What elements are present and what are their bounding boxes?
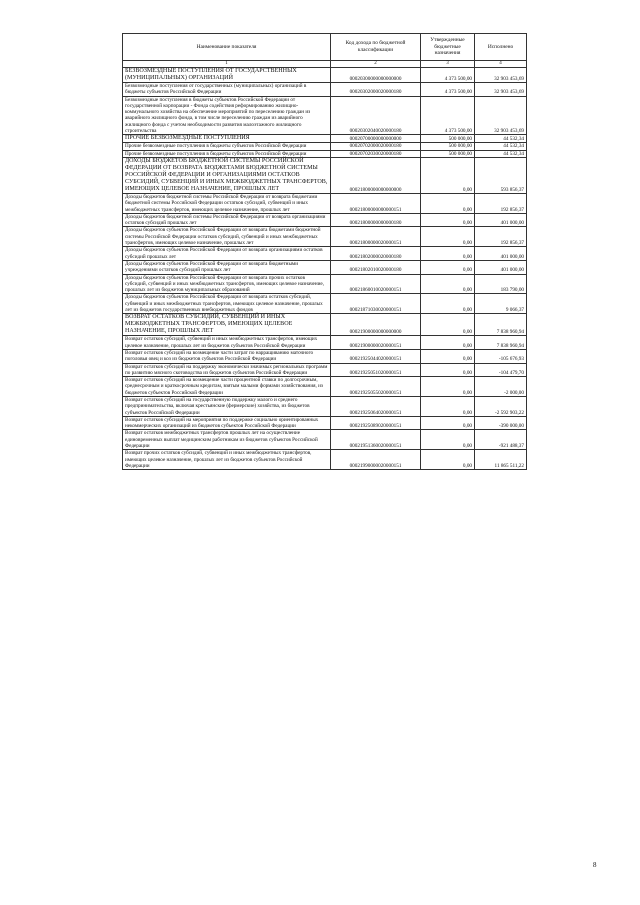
row-code: 00021800000000000151 [331, 193, 421, 213]
row-code: 00021802000020000180 [331, 247, 421, 261]
row-code: 00021802010020000180 [331, 260, 421, 274]
row-code: 00021925064020000151 [331, 396, 421, 416]
table-row [123, 416, 527, 430]
table-row [123, 349, 527, 363]
table-row [123, 193, 527, 213]
col-number: 4 [475, 61, 527, 68]
row-plan: 0,00 [421, 349, 475, 363]
row-code: 00021925051020000151 [331, 363, 421, 377]
table-row [123, 450, 527, 470]
row-exec: 593 856,37 [475, 157, 527, 193]
row-exec: -104 479,70 [475, 363, 527, 377]
table-row [123, 96, 527, 135]
row-code: 00020300000000000000 [331, 68, 421, 83]
row-name: Возврат остатков субсидий на государственную поддержку малого и среднего предпринимательства, включая крестьянские (фермерские) хозяйства, из бюджетов субъектов Российской Федерации [123, 396, 331, 416]
row-name: Возврат остатков субсидий на мероприятия по поддержке социально ориентированных некоммерческих организаций из бюджетов субъектов Российской Федерации [123, 416, 331, 430]
row-code: 00021900000000000000 [331, 314, 421, 336]
table-row [123, 363, 527, 377]
row-exec: -2 000,00 [475, 377, 527, 397]
row-exec: -921 488,37 [475, 430, 527, 450]
table-header-row [123, 34, 527, 61]
row-code: 00021900000020000151 [331, 336, 421, 350]
table-row [123, 157, 527, 193]
row-plan: 500 000,00 [421, 143, 475, 150]
row-plan: 0,00 [421, 227, 475, 247]
table-row [123, 396, 527, 416]
row-code: 00020302000020000180 [331, 83, 421, 97]
row-name: Доходы бюджетов субъектов Российской Федерации от возврата организациями остатков субсидий прошлых лет [123, 247, 331, 261]
header-code: Код дохода по бюджетной классификации [331, 34, 421, 61]
page-number: 8 [593, 861, 597, 869]
row-name: ПРОЧИЕ БЕЗВОЗМЕЗДНЫЕ ПОСТУПЛЕНИЯ [123, 135, 331, 143]
row-code: 00021800000020000151 [331, 227, 421, 247]
row-plan: 0,00 [421, 157, 475, 193]
col-number: 1 [123, 61, 331, 68]
row-name: Возврат остатков субсидий на возмещение части процентной ставки по долгосрочным, среднесрочным и краткосрочным кредитам, взятым малыми формами хозяйствования, из бюджетов субъектов Российской Федерации [123, 377, 331, 397]
row-plan: 0,00 [421, 363, 475, 377]
row-plan: 500 000,00 [421, 150, 475, 157]
revenue-table [122, 33, 527, 470]
row-name: Безвозмездные поступления в бюджеты субъектов Российской Федерации от государственной корпорации - Фонда содействия реформированию жилищно-коммунального хозяйства на обеспечение мероприятий по переселению граждан из аварийного жилищного фонда, в том числе переселению граждан из аварийного жилищного фонда с учетом необходимости развития малоэтажного жилищного строительства [123, 96, 331, 135]
row-code: 00020700000000000000 [331, 135, 421, 143]
table-row [123, 260, 527, 274]
table-row [123, 314, 527, 336]
row-code: 00021800000000000180 [331, 213, 421, 227]
row-plan: 0,00 [421, 260, 475, 274]
row-plan: 0,00 [421, 213, 475, 227]
col-number: 3 [421, 61, 475, 68]
row-plan: 0,00 [421, 274, 475, 294]
row-name: Возврат прочих остатков субсидий, субвенций и иных межбюджетных трансфертов, имеющих целевое назначение, прошлых лет из бюджетов субъектов Российской Федерации [123, 450, 331, 470]
row-name: Доходы бюджетов субъектов Российской Федерации от возврата бюджетными учреждениями остатков субсидий прошлых лет [123, 260, 331, 274]
row-code: 00021925055020000151 [331, 377, 421, 397]
row-name: Возврат остатков субсидий на поддержку экономически значимых региональных программ по развитию мясного скотоводства из бюджетов субъектов Российской Федерации [123, 363, 331, 377]
row-exec: 401 000,00 [475, 247, 527, 261]
row-exec: 9 066,37 [475, 294, 527, 314]
row-plan: 4 373 500,00 [421, 68, 475, 83]
row-code: 00020302040020000180 [331, 96, 421, 135]
row-code: 00020702000020000180 [331, 143, 421, 150]
table-row [123, 213, 527, 227]
row-exec: 192 856,37 [475, 227, 527, 247]
header-exec: Исполнено [475, 34, 527, 61]
table-row [123, 247, 527, 261]
row-plan: 0,00 [421, 193, 475, 213]
row-plan: 4 373 500,00 [421, 96, 475, 135]
row-exec: 183 790,00 [475, 274, 527, 294]
row-exec: 44 532,34 [475, 143, 527, 150]
row-name: Безвозмездные поступления от государственных (муниципальных) организаций в бюджеты субъектов Российской Федерации [123, 83, 331, 97]
row-exec: 32 903 453,69 [475, 83, 527, 97]
row-name: БЕЗВОЗМЕЗДНЫЕ ПОСТУПЛЕНИЯ ОТ ГОСУДАРСТВЕННЫХ (МУНИЦИПАЛЬНЫХ) ОРГАНИЗАЦИЙ [123, 68, 331, 83]
row-plan: 4 373 500,00 [421, 83, 475, 97]
row-name: Возврат остатков межбюджетных трансфертов прошлых лет на осуществление единовременных выплат медицинским работникам из бюджетов субъектов Российской Федерации [123, 430, 331, 450]
row-exec: 32 903 453,69 [475, 68, 527, 83]
row-exec: 401 000,00 [475, 213, 527, 227]
table-row [123, 274, 527, 294]
table-row [123, 227, 527, 247]
row-name: ВОЗВРАТ ОСТАТКОВ СУБСИДИЙ, СУБВЕНЦИЙ И ИНЫХ МЕЖБЮДЖЕТНЫХ ТРАНСФЕРТОВ, ИМЕЮЩИХ ЦЕЛЕВОЕ НАЗНАЧЕНИЕ, ПРОШЛЫХ ЛЕТ [123, 314, 331, 336]
row-name: Прочие безвозмездные поступления в бюджеты субъектов Российской Федерации [123, 150, 331, 157]
table-row [123, 336, 527, 350]
row-name: Доходы бюджетов субъектов Российской Федерации от возврата прочих остатков субсидий, субвенций и иных межбюджетных трансфертов, имеющих целевое назначение, прошлых лет из бюджетов муниципальных образований [123, 274, 331, 294]
row-plan: 500 000,00 [421, 135, 475, 143]
col-number: 2 [331, 61, 421, 68]
row-plan: 0,00 [421, 450, 475, 470]
row-plan: 0,00 [421, 396, 475, 416]
header-name: Наименование показателя [123, 34, 331, 61]
table-row [123, 150, 527, 157]
row-plan: 0,00 [421, 294, 475, 314]
row-name: Доходы бюджетов субъектов Российской Федерации от возврата бюджетами бюджетной системы Российской Федерации остатков субсидий, субвенций и иных межбюджетных трансфертов, имеющих целевое назначение, прошлых лет [123, 227, 331, 247]
row-code: 00021800000000000000 [331, 157, 421, 193]
row-exec: 44 532,34 [475, 135, 527, 143]
row-plan: 0,00 [421, 247, 475, 261]
table-row [123, 135, 527, 143]
column-number-row [123, 61, 527, 68]
row-code: 00021990000020000151 [331, 450, 421, 470]
row-name: Прочие безвозмездные поступления в бюджеты субъектов Российской Федерации [123, 143, 331, 150]
header-plan: Утвержденные бюджетные назначения [421, 34, 475, 61]
row-exec: 32 903 453,69 [475, 96, 527, 135]
row-name: Доходы бюджетов субъектов Российской Федерации от возврата остатков субсидий, субвенций и иных межбюджетных трансфертов, имеющих целевое назначение, прошлых лет из бюджетов государственных внебюджетных фондов [123, 294, 331, 314]
row-plan: 0,00 [421, 314, 475, 336]
row-code: 00021925089020000151 [331, 416, 421, 430]
table-row [123, 430, 527, 450]
row-code: 00020702030020000180 [331, 150, 421, 157]
row-code: 00021925044020000151 [331, 349, 421, 363]
row-exec: 401 000,00 [475, 260, 527, 274]
table-row [123, 68, 527, 83]
row-exec: -2 592 903,22 [475, 396, 527, 416]
row-name: Возврат остатков субсидий, субвенций и иных межбюджетных трансфертов, имеющих целевое назначение, прошлых лет из бюджетов субъектов Российской Федерации [123, 336, 331, 350]
row-exec: 7 838 960,94 [475, 314, 527, 336]
table-row [123, 377, 527, 397]
row-name: ДОХОДЫ БЮДЖЕТОВ БЮДЖЕТНОЙ СИСТЕМЫ РОССИЙСКОЙ ФЕДЕРАЦИИ ОТ ВОЗВРАТА БЮДЖЕТАМИ БЮДЖЕТНОЙ СИСТЕМЫ РОССИЙСКОЙ ФЕДЕРАЦИИ И ОРГАНИЗАЦИЯМИ ОСТАТКОВ СУБСИДИЙ, СУБВЕНЦИЙ И ИНЫХ МЕЖБЮДЖЕТНЫХ ТРАНСФЕРТОВ, ИМЕЮЩИХ ЦЕЛЕВОЕ НАЗНАЧЕНИЕ, ПРОШЛЫХ ЛЕТ [123, 157, 331, 193]
row-plan: 0,00 [421, 377, 475, 397]
row-exec: -390 000,00 [475, 416, 527, 430]
row-code: 00021871030020000151 [331, 294, 421, 314]
row-plan: 0,00 [421, 416, 475, 430]
row-code: 00021860010020000151 [331, 274, 421, 294]
row-code: 00021951360020000151 [331, 430, 421, 450]
table-row [123, 83, 527, 97]
row-exec: -105 676,93 [475, 349, 527, 363]
row-exec: 44 532,34 [475, 150, 527, 157]
row-name: Доходы бюджетов бюджетной системы Российской Федерации от возврата бюджетами бюджетной системы Российской Федерации остатков субсидий, субвенций и иных межбюджетных трансфертов, имеющих целевое назначение, прошлых лет [123, 193, 331, 213]
table-row [123, 294, 527, 314]
row-plan: 0,00 [421, 336, 475, 350]
row-exec: 192 856,37 [475, 193, 527, 213]
row-exec: 11 865 511,22 [475, 450, 527, 470]
row-exec: 7 838 960,94 [475, 336, 527, 350]
table-row [123, 143, 527, 150]
row-plan: 0,00 [421, 430, 475, 450]
row-name: Доходы бюджетов бюджетной системы Российской Федерации от возврата организациями остатков субсидий прошлых лет [123, 213, 331, 227]
row-name: Возврат остатков субсидий на возмещение части затрат по нарращиванию маточного поголовья овец и коз из бюджетов субъектов Российской Федерации [123, 349, 331, 363]
